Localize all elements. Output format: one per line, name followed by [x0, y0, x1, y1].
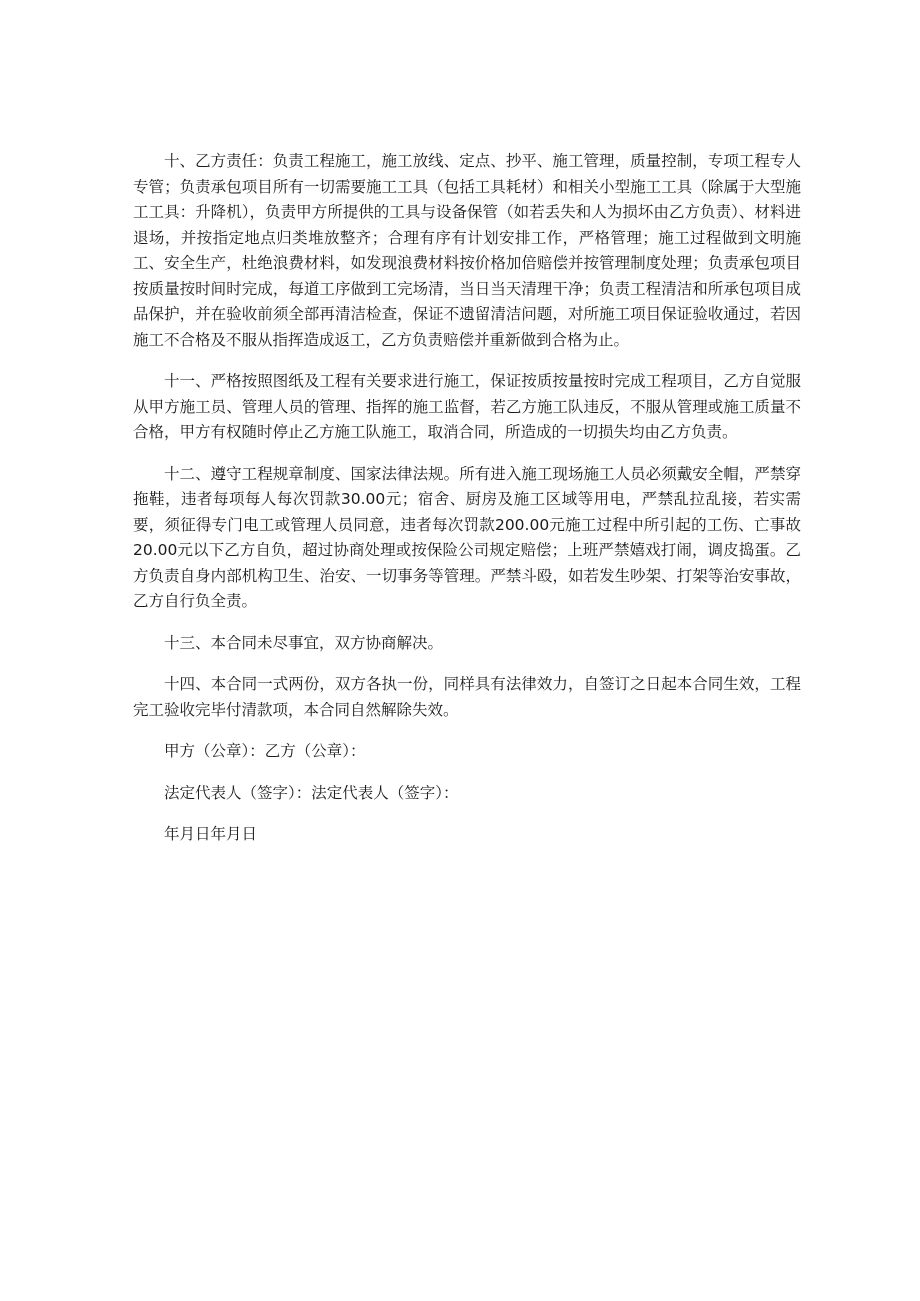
clause-14-paragraph: 十四、本合同一式两份，双方各执一份，同样具有法律效力，自签订之日起本合同生效，工程完工验收完毕付清款项，本合同自然解除失效。: [133, 675, 801, 719]
clause-10-paragraph: 十、乙方责任：负责工程施工，施工放线、定点、抄平、施工管理，质量控制，专项工程专人专管；负责承包项目所有一切需要施工工具（包括工具耗材）和相关小型施工工具（除属于大型施工工具：升降机），负责甲方所提供的工具与设备保管（如若丢失和人为损坏由乙方负责）、材料进退场，并按指定地点归类堆放整齐；合理有序有计划安排工作，严格管理；施工过程做到文明施工、安全生产，杜绝浪费材料，如发现浪费材料按价格加倍赔偿并按管理制度处理；负责承包项目按质量按时间时完成，每道工序做到工完场清，当日当天清理干净；负责工程清洁和所承包项目成品保护，并在验收前须全部再清洁检查，保证不遗留清洁问题，对所施工项目保证验收通过，若因施工不合格及不服从指挥造成返工，乙方负责赔偿并重新做到合格为止。: [133, 152, 801, 349]
clause-12-paragraph: 十二、遵守工程规章制度、国家法律法规。所有进入施工现场施工人员必须戴安全帽，严禁穿拖鞋，违者每项每人每次罚款30.00元；宿舍、厨房及施工区域等用电，严禁乱拉乱接，若实需要，须征得专门电工或管理人员同意，违者每次罚款200.00元施工过程中所引起的工伤、亡事故20.00元以下乙方自负，超过协商处理或按保险公司规定赔偿；上班严禁嬉戏打闹，调皮捣蛋。乙方负责自身内部机构卫生、治安、一切事务等管理。严禁斗殴，如若发生吵架、打架等治安事故，乙方自行负全责。: [133, 464, 801, 610]
clause-13-paragraph: 十三、本合同未尽事宜，双方协商解决。: [164, 633, 444, 652]
document-body: [133, 149, 801, 864]
date-line: 年月日年月日: [164, 825, 258, 843]
legal-representative-line: 法定代表人（签字）：法定代表人（签字）：: [164, 783, 459, 802]
party-seal-line: 甲方（公章）：乙方（公章）：: [164, 742, 366, 760]
clause-11-paragraph: 十一、严格按照图纸及工程有关要求进行施工，保证按质按量按时完成工程项目，乙方自觉服从甲方施工员、管理人员的管理、指挥的施工监督，若乙方施工队违反，不服从管理或施工质量不合格，甲方有权随时停止乙方施工队施工，取消合同，所造成的一切损失均由乙方负责。: [133, 372, 801, 441]
